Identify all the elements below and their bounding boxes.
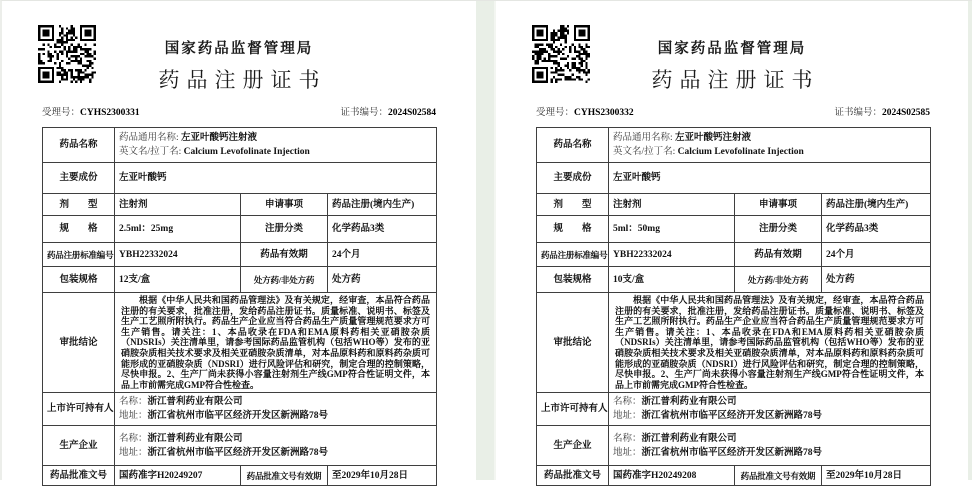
qr-code bbox=[532, 25, 590, 83]
field-value-validity: 24个月 bbox=[822, 243, 931, 267]
field-value-application-item: 药品注册(境内生产) bbox=[822, 194, 931, 216]
english-name: Calcium Levofolinate Injection bbox=[677, 147, 804, 157]
holder-name-label: 名称： bbox=[119, 397, 148, 408]
agency-name: 国家药品监督管理局 bbox=[164, 41, 314, 57]
certificate-meta bbox=[42, 107, 436, 119]
page-gap bbox=[476, 1, 496, 480]
field-value-registration-class: 化学药品3类 bbox=[822, 216, 931, 243]
field-label-approval-validity: 药品批准文号有效期 bbox=[241, 466, 328, 486]
certificate-table bbox=[42, 127, 437, 486]
acceptance-number: 受理号：CYHS2300332 bbox=[536, 108, 634, 118]
certificate-table bbox=[536, 127, 931, 486]
holder-name: 浙江普利药业有限公司 bbox=[147, 397, 243, 408]
field-label-registration-class: 注册分类 bbox=[241, 216, 328, 243]
field-label-spec: 规 格 bbox=[43, 216, 115, 243]
field-value-dosage-form: 注射剂 bbox=[115, 194, 241, 216]
field-label-drug-name: 药品名称 bbox=[537, 128, 609, 163]
field-value-validity: 24个月 bbox=[328, 243, 437, 267]
field-value-drug-name bbox=[115, 128, 437, 163]
field-label-main-ingredient: 主要成份 bbox=[43, 163, 115, 194]
field-value-package-spec: 12支/盒 bbox=[115, 267, 241, 293]
manufacturer-name-label: 名称： bbox=[119, 433, 148, 444]
field-label-manufacturer: 生产企业 bbox=[537, 426, 609, 466]
field-label-validity: 药品有效期 bbox=[241, 243, 328, 267]
holder-address: 浙江省杭州市临平区经济开发区新洲路78号 bbox=[641, 411, 823, 422]
field-value-approval-no: 国药准字H20249208 bbox=[609, 466, 735, 486]
field-value-application-item: 药品注册(境内生产) bbox=[328, 194, 437, 216]
field-value-standard-no: YBH22332024 bbox=[115, 243, 241, 267]
generic-name-label: 药品通用名称: bbox=[119, 133, 179, 143]
table-row bbox=[537, 128, 931, 163]
field-label-standard-no: 药品注册标准编号 bbox=[537, 243, 609, 267]
manufacturer-name: 浙江普利药业有限公司 bbox=[641, 433, 737, 444]
field-label-holder: 上市许可持有人 bbox=[537, 393, 609, 426]
field-value-standard-no: YBH22332024 bbox=[609, 243, 735, 267]
manufacturer-address-label: 地址： bbox=[119, 447, 148, 458]
field-value-conclusion bbox=[115, 293, 437, 393]
generic-name: 左亚叶酸钙注射液 bbox=[675, 133, 752, 143]
field-label-registration-class: 注册分类 bbox=[735, 216, 822, 243]
approval-conclusion-text: 根据《中华人民共和国药品管理法》及有关规定，经审查，本品符合药品注册的有关要求，批准注册，发给药品注册证书。质量标准、说明书、标签及生产工艺照所附执行。药品生产企业应当符合药品生产质量管理规范要求方可生产销售。请关注：1、本品收录在FDA和EMA原料药相关亚硝胺杂质（NDSRIs）关注清单里，请参考国际药品监管机构（包括WHO等）发布的亚硝胺杂质相关技术要求及相关亚硝胺杂质清单，对本品原料药和原料药杂质可能形成的亚硝胺杂质（NDSRI）进行风险评估和研究，制定合理的控制策略，尽快申报。2、生产厂尚未获得小容量注射剂生产线GMP符合性证明文件，本品上市前需完成GMP符合性检查。 bbox=[615, 295, 925, 390]
field-value-manufacturer bbox=[609, 426, 931, 466]
table-row bbox=[537, 267, 931, 293]
field-value-approval-no: 国药准字H20249207 bbox=[115, 466, 241, 486]
certificate-meta bbox=[536, 107, 930, 119]
holder-address: 浙江省杭州市临平区经济开发区新洲路78号 bbox=[147, 411, 329, 422]
table-row bbox=[43, 426, 437, 466]
table-row bbox=[537, 163, 931, 194]
field-value-main-ingredient: 左亚叶酸钙 bbox=[115, 163, 437, 194]
field-label-dosage-form: 剂 型 bbox=[537, 194, 609, 216]
holder-name: 浙江普利药业有限公司 bbox=[641, 397, 737, 408]
field-label-drug-name: 药品名称 bbox=[43, 128, 115, 163]
certificate-page-right bbox=[496, 1, 968, 480]
acceptance-number: 受理号：CYHS2300331 bbox=[42, 108, 140, 118]
field-value-package-spec: 10支/盒 bbox=[609, 267, 735, 293]
table-row bbox=[537, 426, 931, 466]
field-value-registration-class: 化学药品3类 bbox=[328, 216, 437, 243]
field-label-package-spec: 包装规格 bbox=[537, 267, 609, 293]
manufacturer-name: 浙江普利药业有限公司 bbox=[147, 433, 243, 444]
table-row bbox=[537, 393, 931, 426]
field-value-holder bbox=[115, 393, 437, 426]
field-label-main-ingredient: 主要成份 bbox=[537, 163, 609, 194]
field-label-rx: 处方药/非处方药 bbox=[735, 267, 822, 293]
field-label-rx: 处方药/非处方药 bbox=[241, 267, 328, 293]
field-label-manufacturer: 生产企业 bbox=[43, 426, 115, 466]
page-title: 药品注册证书 bbox=[651, 68, 820, 92]
field-label-approval-no: 药品批准文号 bbox=[43, 466, 115, 486]
field-label-package-spec: 包装规格 bbox=[43, 267, 115, 293]
field-value-rx: 处方药 bbox=[328, 267, 437, 293]
page-edge-strip bbox=[968, 1, 972, 480]
holder-name-label: 名称： bbox=[613, 397, 642, 408]
table-row bbox=[537, 293, 931, 393]
english-name-label: 英文名/拉丁名: bbox=[119, 147, 182, 157]
certificate-page-left bbox=[2, 1, 476, 480]
table-row bbox=[43, 466, 437, 486]
manufacturer-address: 浙江省杭州市临平区经济开发区新洲路78号 bbox=[147, 447, 329, 458]
table-row bbox=[537, 466, 931, 486]
table-row bbox=[43, 194, 437, 216]
table-row bbox=[43, 163, 437, 194]
generic-name: 左亚叶酸钙注射液 bbox=[181, 133, 258, 143]
table-row bbox=[43, 128, 437, 163]
page-title: 药品注册证书 bbox=[158, 68, 327, 92]
table-row bbox=[43, 216, 437, 243]
field-value-dosage-form: 注射剂 bbox=[609, 194, 735, 216]
manufacturer-name-label: 名称： bbox=[613, 433, 642, 444]
holder-address-label: 地址： bbox=[613, 411, 642, 422]
qr-code bbox=[38, 25, 96, 83]
table-row bbox=[537, 216, 931, 243]
generic-name-label: 药品通用名称: bbox=[613, 133, 673, 143]
field-label-approval-validity: 药品批准文号有效期 bbox=[735, 466, 822, 486]
english-name-label: 英文名/拉丁名: bbox=[613, 147, 676, 157]
field-value-drug-name bbox=[609, 128, 931, 163]
field-value-approval-validity: 至2029年10月28日 bbox=[822, 466, 931, 486]
table-row bbox=[537, 243, 931, 267]
field-label-holder: 上市许可持有人 bbox=[43, 393, 115, 426]
field-label-application-item: 申请事项 bbox=[735, 194, 822, 216]
field-value-holder bbox=[609, 393, 931, 426]
certificate-number: 证书编号：2024S02585 bbox=[834, 108, 930, 118]
table-row bbox=[537, 194, 931, 216]
manufacturer-address-label: 地址： bbox=[613, 447, 642, 458]
field-value-spec: 5ml：50mg bbox=[609, 216, 735, 243]
manufacturer-address: 浙江省杭州市临平区经济开发区新洲路78号 bbox=[641, 447, 823, 458]
holder-address-label: 地址： bbox=[119, 411, 148, 422]
table-row bbox=[43, 243, 437, 267]
field-value-spec: 2.5ml：25mg bbox=[115, 216, 241, 243]
field-label-conclusion: 审批结论 bbox=[43, 293, 115, 393]
table-row bbox=[43, 293, 437, 393]
field-label-dosage-form: 剂 型 bbox=[43, 194, 115, 216]
field-value-manufacturer bbox=[115, 426, 437, 466]
field-label-application-item: 申请事项 bbox=[241, 194, 328, 216]
field-label-spec: 规 格 bbox=[537, 216, 609, 243]
field-label-validity: 药品有效期 bbox=[735, 243, 822, 267]
table-row bbox=[43, 393, 437, 426]
field-value-approval-validity: 至2029年10月28日 bbox=[328, 466, 437, 486]
field-value-conclusion bbox=[609, 293, 931, 393]
field-value-main-ingredient: 左亚叶酸钙 bbox=[609, 163, 931, 194]
agency-name: 国家药品监督管理局 bbox=[657, 41, 807, 57]
english-name: Calcium Levofolinate Injection bbox=[183, 147, 310, 157]
field-label-conclusion: 审批结论 bbox=[537, 293, 609, 393]
approval-conclusion-text: 根据《中华人民共和国药品管理法》及有关规定，经审查，本品符合药品注册的有关要求，批准注册，发给药品注册证书。质量标准、说明书、标签及生产工艺照所附执行。药品生产企业应当符合药品生产质量管理规范要求方可生产销售。请关注：1、本品收录在FDA和EMA原料药相关亚硝胺杂质（NDSRIs）关注清单里，请参考国际药品监管机构（包括WHO等）发布的亚硝胺杂质相关技术要求及相关亚硝胺杂质清单，对本品原料药和原料药杂质可能形成的亚硝胺杂质（NDSRI）进行风险评估和研究，制定合理的控制策略，尽快申报。2、生产厂尚未获得小容量注射剂生产线GMP符合性证明文件，本品上市前需完成GMP符合性检查。 bbox=[121, 295, 431, 390]
field-label-standard-no: 药品注册标准编号 bbox=[43, 243, 115, 267]
certificate-number: 证书编号：2024S02584 bbox=[340, 108, 436, 118]
field-label-approval-no: 药品批准文号 bbox=[537, 466, 609, 486]
field-value-rx: 处方药 bbox=[822, 267, 931, 293]
table-row bbox=[43, 267, 437, 293]
